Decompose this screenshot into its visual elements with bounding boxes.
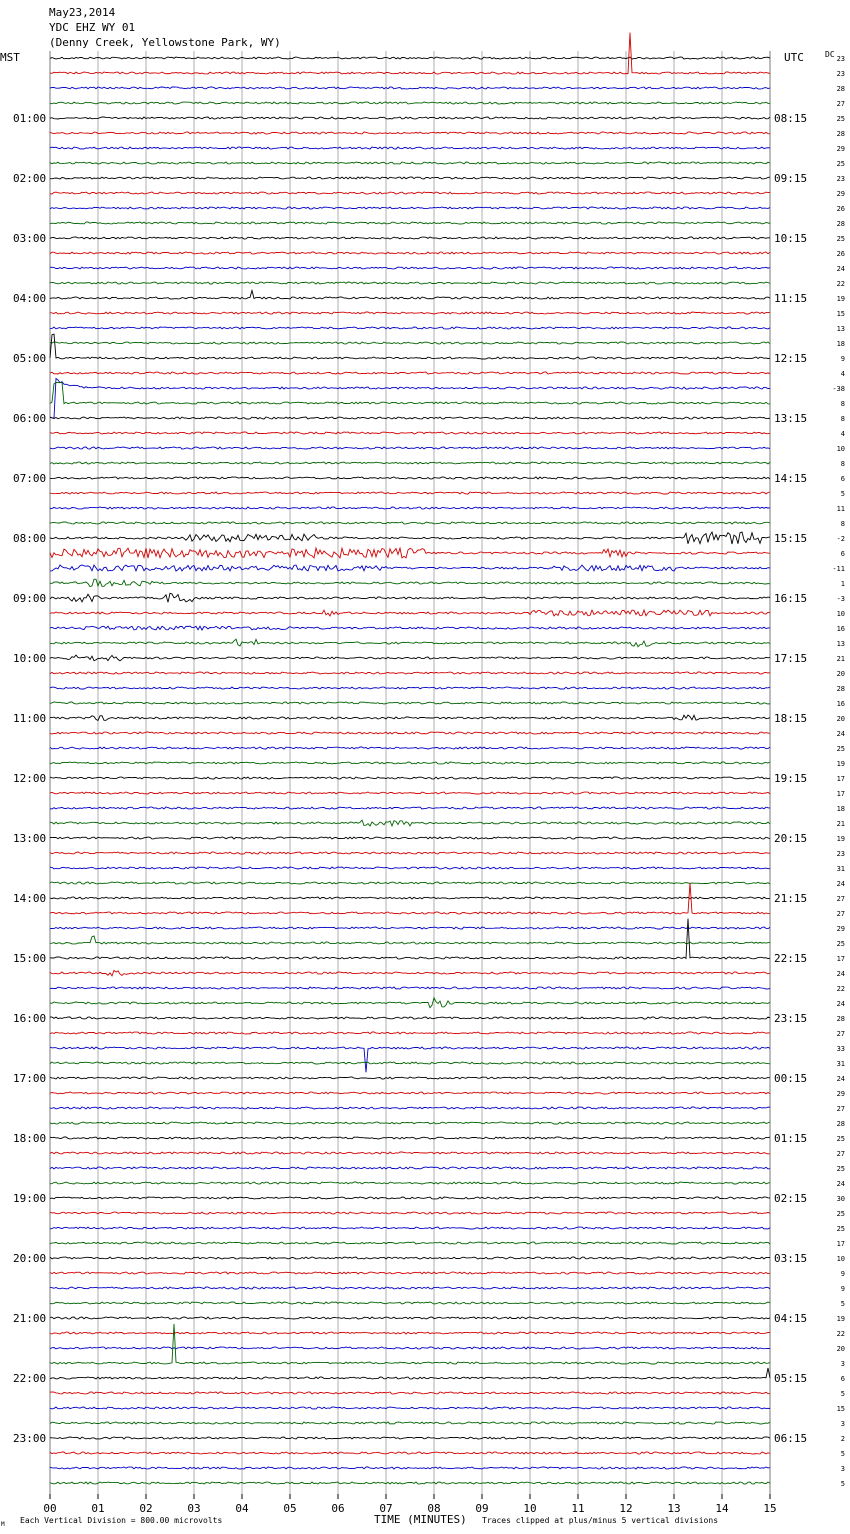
seismic-trace-50 (50, 807, 770, 809)
seismic-trace-19 (50, 342, 770, 344)
trace-group (50, 33, 770, 1484)
utc-label-7: 14:15 (774, 472, 808, 485)
mst-label-11: 11:00 (13, 712, 47, 725)
seismic-trace-24 (50, 417, 770, 419)
dc-offset-92: 2 (840, 1435, 845, 1443)
dc-offset-47: 19 (836, 760, 845, 768)
x-tick-label-2: 02 (139, 1502, 153, 1515)
seismic-trace-12 (50, 237, 770, 239)
dc-offset-3: 27 (836, 100, 845, 108)
seismic-trace-55 (50, 882, 770, 884)
dc-offset-57: 27 (836, 910, 845, 918)
seismic-trace-4 (50, 117, 770, 119)
dc-offset-2: 28 (836, 85, 845, 93)
dc-offset-32: -2 (836, 535, 845, 543)
x-tick-label-6: 06 (331, 1502, 345, 1515)
dc-offset-18: 13 (836, 325, 845, 333)
seismic-trace-66 (50, 1047, 770, 1072)
left-axis-title: MST (0, 51, 20, 64)
dc-offset-22: -38 (832, 385, 845, 393)
dc-offset-6: 29 (836, 145, 845, 153)
mst-hour-labels (13, 112, 46, 1445)
seismic-trace-10 (50, 207, 770, 209)
dc-offset-1: 23 (836, 70, 845, 78)
dc-offset-64: 28 (836, 1015, 845, 1023)
seismic-trace-42 (50, 687, 770, 689)
seismic-trace-51 (50, 820, 770, 826)
mst-label-13: 13:00 (13, 832, 47, 845)
seismic-trace-27 (50, 462, 770, 464)
seismic-trace-46 (50, 747, 770, 749)
x-tick-label-4: 04 (235, 1502, 249, 1515)
seismic-trace-14 (50, 267, 770, 269)
seismic-trace-95 (50, 1482, 770, 1484)
dc-offset-27: 8 (840, 460, 845, 468)
dc-offset-5: 28 (836, 130, 845, 138)
dc-offset-91: 3 (840, 1420, 845, 1428)
dc-offset-19: 18 (836, 340, 845, 348)
x-tick-label-9: 09 (475, 1502, 489, 1515)
dc-offset-4: 25 (836, 115, 845, 123)
clip-note: Traces clipped at plus/minus 5 vertical divisions (482, 1516, 719, 1525)
utc-label-12: 19:15 (774, 772, 808, 785)
seismic-trace-91 (50, 1422, 770, 1424)
seismic-trace-68 (50, 1077, 770, 1079)
seismic-trace-20 (50, 334, 770, 359)
mst-label-9: 09:00 (13, 592, 47, 605)
dc-offset-12: 25 (836, 235, 845, 243)
dc-offset-83: 5 (840, 1300, 845, 1308)
dc-offset-41: 20 (836, 670, 845, 678)
x-tick-label-5: 05 (283, 1502, 297, 1515)
x-tick-label-13: 13 (667, 1502, 681, 1515)
utc-label-5: 12:15 (774, 352, 808, 365)
dc-offset-42: 28 (836, 685, 845, 693)
dc-offset-48: 17 (836, 775, 845, 783)
seismic-trace-77 (50, 1212, 770, 1214)
seismic-trace-90 (50, 1407, 770, 1409)
dc-offset-14: 24 (836, 265, 845, 273)
dc-offset-35: 1 (840, 580, 845, 588)
seismic-trace-59 (50, 936, 770, 944)
seismic-trace-82 (50, 1287, 770, 1289)
seismic-trace-89 (50, 1392, 770, 1394)
seismic-trace-93 (50, 1452, 770, 1454)
dc-offset-70: 27 (836, 1105, 845, 1113)
utc-label-1: 08:15 (774, 112, 808, 125)
seismic-trace-41 (50, 672, 770, 674)
dc-offset-95: 5 (840, 1480, 845, 1488)
dc-offset-labels (832, 55, 845, 1488)
x-tick-label-1: 01 (91, 1502, 105, 1515)
dc-offset-93: 5 (840, 1450, 845, 1458)
seismic-trace-74 (50, 1167, 770, 1169)
seismic-trace-9 (50, 192, 770, 194)
seismic-trace-48 (50, 777, 770, 779)
dc-offset-79: 17 (836, 1240, 845, 1248)
mst-label-16: 16:00 (13, 1012, 47, 1025)
dc-offset-43: 16 (836, 700, 845, 708)
utc-label-15: 22:15 (774, 952, 808, 965)
dc-offset-26: 10 (836, 445, 845, 453)
seismic-trace-33 (50, 548, 770, 558)
seismic-trace-43 (50, 702, 770, 704)
seismic-trace-32 (50, 532, 770, 544)
dc-offset-75: 24 (836, 1180, 845, 1188)
mst-label-21: 21:00 (13, 1312, 47, 1325)
mst-label-5: 05:00 (13, 352, 47, 365)
x-tick-label-14: 14 (715, 1502, 729, 1515)
dc-offset-30: 11 (836, 505, 845, 513)
seismic-trace-58 (50, 927, 770, 929)
dc-offset-58: 29 (836, 925, 845, 933)
dc-offset-80: 10 (836, 1255, 845, 1263)
x-axis-label: TIME (MINUTES) (374, 1513, 467, 1526)
x-tick-label-15: 15 (763, 1502, 777, 1515)
seismic-trace-76 (50, 1197, 770, 1199)
seismic-trace-53 (50, 852, 770, 854)
seismic-trace-39 (50, 639, 770, 647)
dc-offset-46: 25 (836, 745, 845, 753)
seismic-trace-80 (50, 1257, 770, 1259)
x-axis-ticks (43, 1494, 776, 1515)
dc-offset-76: 30 (836, 1195, 845, 1203)
seismic-trace-34 (50, 565, 770, 571)
dc-offset-15: 22 (836, 280, 845, 288)
seismic-trace-56 (50, 897, 770, 899)
seismic-trace-18 (50, 327, 770, 329)
seismic-trace-92 (50, 1437, 770, 1439)
mst-label-2: 02:00 (13, 172, 47, 185)
seismic-trace-73 (50, 1152, 770, 1154)
dc-offset-21: 4 (840, 370, 845, 378)
utc-label-8: 15:15 (774, 532, 808, 545)
seismic-trace-94 (50, 1467, 770, 1469)
mst-label-7: 07:00 (13, 472, 47, 485)
scale-note: Each Vertical Division = 800.00 microvolts (20, 1516, 223, 1525)
mst-label-17: 17:00 (13, 1072, 47, 1085)
dc-offset-60: 17 (836, 955, 845, 963)
dc-offset-37: 10 (836, 610, 845, 618)
dc-title: DC (825, 50, 835, 59)
x-tick-label-10: 10 (523, 1502, 537, 1515)
seismic-trace-63 (50, 998, 770, 1008)
seismic-trace-64 (50, 1017, 770, 1019)
dc-offset-25: 4 (840, 430, 845, 438)
seismic-trace-54 (50, 867, 770, 869)
seismic-trace-2 (50, 87, 770, 89)
dc-offset-63: 24 (836, 1000, 845, 1008)
seismic-trace-26 (50, 447, 770, 449)
utc-label-14: 21:15 (774, 892, 808, 905)
utc-label-6: 13:15 (774, 412, 808, 425)
dc-offset-50: 18 (836, 805, 845, 813)
dc-offset-52: 19 (836, 835, 845, 843)
seismic-trace-36 (50, 593, 770, 602)
dc-offset-67: 31 (836, 1060, 845, 1068)
dc-offset-66: 33 (836, 1045, 845, 1053)
dc-offset-78: 25 (836, 1225, 845, 1233)
seismic-trace-71 (50, 1122, 770, 1124)
x-tick-label-12: 12 (619, 1502, 633, 1515)
dc-offset-39: 13 (836, 640, 845, 648)
utc-label-3: 10:15 (774, 232, 808, 245)
utc-label-22: 05:15 (774, 1372, 808, 1385)
utc-label-20: 03:15 (774, 1252, 808, 1265)
dc-offset-68: 24 (836, 1075, 845, 1083)
dc-offset-61: 24 (836, 970, 845, 978)
seismic-trace-83 (50, 1302, 770, 1304)
utc-label-10: 17:15 (774, 652, 808, 665)
dc-offset-62: 22 (836, 985, 845, 993)
dc-offset-71: 28 (836, 1120, 845, 1128)
seismic-trace-85 (50, 1332, 770, 1334)
dc-offset-7: 25 (836, 160, 845, 168)
seismic-trace-17 (50, 312, 770, 314)
seismic-trace-47 (50, 762, 770, 764)
utc-label-2: 09:15 (774, 172, 808, 185)
seismic-trace-40 (50, 655, 770, 661)
utc-label-23: 06:15 (774, 1432, 808, 1445)
dc-offset-36: -3 (836, 595, 845, 603)
dc-offset-17: 15 (836, 310, 845, 318)
dc-offset-94: 3 (840, 1465, 845, 1473)
seismic-trace-7 (50, 162, 770, 164)
right-axis-title: UTC (784, 51, 804, 64)
mst-label-19: 19:00 (13, 1192, 47, 1205)
mst-label-14: 14:00 (13, 892, 47, 905)
dc-offset-38: 16 (836, 625, 845, 633)
utc-label-17: 00:15 (774, 1072, 808, 1085)
x-tick-label-11: 11 (571, 1502, 585, 1515)
x-tick-label-0: 00 (43, 1502, 57, 1515)
utc-label-19: 02:15 (774, 1192, 808, 1205)
seismic-trace-21 (50, 372, 770, 374)
header-date: May23,2014 (49, 6, 116, 19)
seismic-trace-78 (50, 1227, 770, 1229)
dc-offset-81: 9 (840, 1270, 845, 1278)
dc-offset-0: 23 (836, 55, 845, 63)
x-tick-label-8: 08 (427, 1502, 441, 1515)
utc-label-18: 01:15 (774, 1132, 808, 1145)
seismic-trace-70 (50, 1107, 770, 1109)
corner-mark: M (1, 1521, 5, 1528)
dc-offset-28: 6 (840, 475, 845, 483)
dc-offset-90: 15 (836, 1405, 845, 1413)
seismic-trace-15 (50, 282, 770, 284)
dc-offset-24: 8 (840, 415, 845, 423)
dc-offset-59: 25 (836, 940, 845, 948)
header-location: (Denny Creek, Yellowstone Park, WY) (49, 36, 281, 49)
seismic-trace-28 (50, 477, 770, 479)
dc-offset-73: 27 (836, 1150, 845, 1158)
dc-offset-31: 8 (840, 520, 845, 528)
dc-offset-54: 31 (836, 865, 845, 873)
seismic-trace-79 (50, 1242, 770, 1244)
dc-offset-74: 25 (836, 1165, 845, 1173)
dc-offset-65: 27 (836, 1030, 845, 1038)
mst-label-18: 18:00 (13, 1132, 47, 1145)
utc-label-11: 18:15 (774, 712, 808, 725)
dc-offset-86: 20 (836, 1345, 845, 1353)
dc-offset-11: 28 (836, 220, 845, 228)
seismic-trace-35 (50, 579, 770, 586)
seismic-trace-65 (50, 1032, 770, 1034)
mst-label-10: 10:00 (13, 652, 47, 665)
dc-offset-29: 5 (840, 490, 845, 498)
seismic-trace-31 (50, 522, 770, 524)
seismic-trace-38 (50, 626, 770, 630)
mst-label-12: 12:00 (13, 772, 47, 785)
mst-label-6: 06:00 (13, 412, 47, 425)
dc-offset-10: 26 (836, 205, 845, 213)
seismic-trace-22 (50, 379, 770, 419)
seismic-trace-11 (50, 222, 770, 224)
dc-offset-34: -11 (832, 565, 845, 573)
dc-offset-84: 19 (836, 1315, 845, 1323)
dc-offset-56: 27 (836, 895, 845, 903)
dc-offset-69: 29 (836, 1090, 845, 1098)
seismic-trace-49 (50, 792, 770, 794)
seismic-trace-86 (50, 1347, 770, 1349)
dc-offset-8: 23 (836, 175, 845, 183)
seismic-trace-16 (50, 291, 770, 300)
mst-label-8: 08:00 (13, 532, 47, 545)
seismic-trace-5 (50, 132, 770, 134)
seismic-trace-81 (50, 1272, 770, 1274)
dc-offset-45: 24 (836, 730, 845, 738)
seismic-trace-84 (50, 1317, 770, 1319)
seismic-trace-8 (50, 177, 770, 179)
seismic-trace-45 (50, 732, 770, 734)
dc-offset-87: 3 (840, 1360, 845, 1368)
dc-offset-44: 20 (836, 715, 845, 723)
seismic-trace-75 (50, 1182, 770, 1184)
dc-offset-82: 9 (840, 1285, 845, 1293)
seismic-trace-6 (50, 147, 770, 149)
dc-offset-23: 8 (840, 400, 845, 408)
seismic-trace-25 (50, 432, 770, 434)
seismic-trace-52 (50, 837, 770, 839)
seismic-trace-23 (50, 382, 770, 404)
dc-offset-49: 17 (836, 790, 845, 798)
mst-label-20: 20:00 (13, 1252, 47, 1265)
dc-offset-33: 6 (840, 550, 845, 558)
dc-offset-88: 6 (840, 1375, 845, 1383)
dc-offset-85: 22 (836, 1330, 845, 1338)
dc-offset-20: 9 (840, 355, 845, 363)
utc-label-13: 20:15 (774, 832, 808, 845)
seismic-trace-88 (50, 1368, 770, 1379)
utc-label-9: 16:15 (774, 592, 808, 605)
dc-offset-89: 5 (840, 1390, 845, 1398)
seismic-trace-69 (50, 1092, 770, 1094)
mst-label-3: 03:00 (13, 232, 47, 245)
dc-offset-53: 23 (836, 850, 845, 858)
mst-label-1: 01:00 (13, 112, 47, 125)
dc-offset-55: 24 (836, 880, 845, 888)
dc-offset-40: 21 (836, 655, 845, 663)
seismic-trace-60 (50, 919, 770, 959)
dc-offset-16: 19 (836, 295, 845, 303)
mst-label-22: 22:00 (13, 1372, 47, 1385)
seismic-trace-87 (50, 1324, 770, 1364)
seismic-trace-61 (50, 970, 770, 976)
dc-offset-77: 25 (836, 1210, 845, 1218)
header-station: YDC EHZ WY 01 (49, 21, 136, 34)
seismic-trace-62 (50, 987, 770, 989)
seismic-trace-44 (50, 715, 770, 720)
dc-offset-13: 26 (836, 250, 845, 258)
mst-label-4: 04:00 (13, 292, 47, 305)
seismic-trace-72 (50, 1137, 770, 1139)
utc-label-4: 11:15 (774, 292, 808, 305)
utc-hour-labels (774, 112, 807, 1445)
seismic-trace-37 (50, 610, 770, 616)
seismic-trace-30 (50, 507, 770, 509)
utc-label-16: 23:15 (774, 1012, 808, 1025)
dc-offset-72: 25 (836, 1135, 845, 1143)
mst-label-23: 23:00 (13, 1432, 47, 1445)
seismic-trace-3 (50, 102, 770, 104)
seismic-trace-29 (50, 492, 770, 494)
utc-label-21: 04:15 (774, 1312, 808, 1325)
dc-offset-51: 21 (836, 820, 845, 828)
dc-offset-9: 29 (836, 190, 845, 198)
seismic-trace-13 (50, 252, 770, 254)
x-tick-label-7: 07 (379, 1502, 393, 1515)
mst-label-15: 15:00 (13, 952, 47, 965)
seismic-trace-0 (50, 57, 770, 59)
seismic-trace-67 (50, 1062, 770, 1064)
x-tick-label-3: 03 (187, 1502, 201, 1515)
